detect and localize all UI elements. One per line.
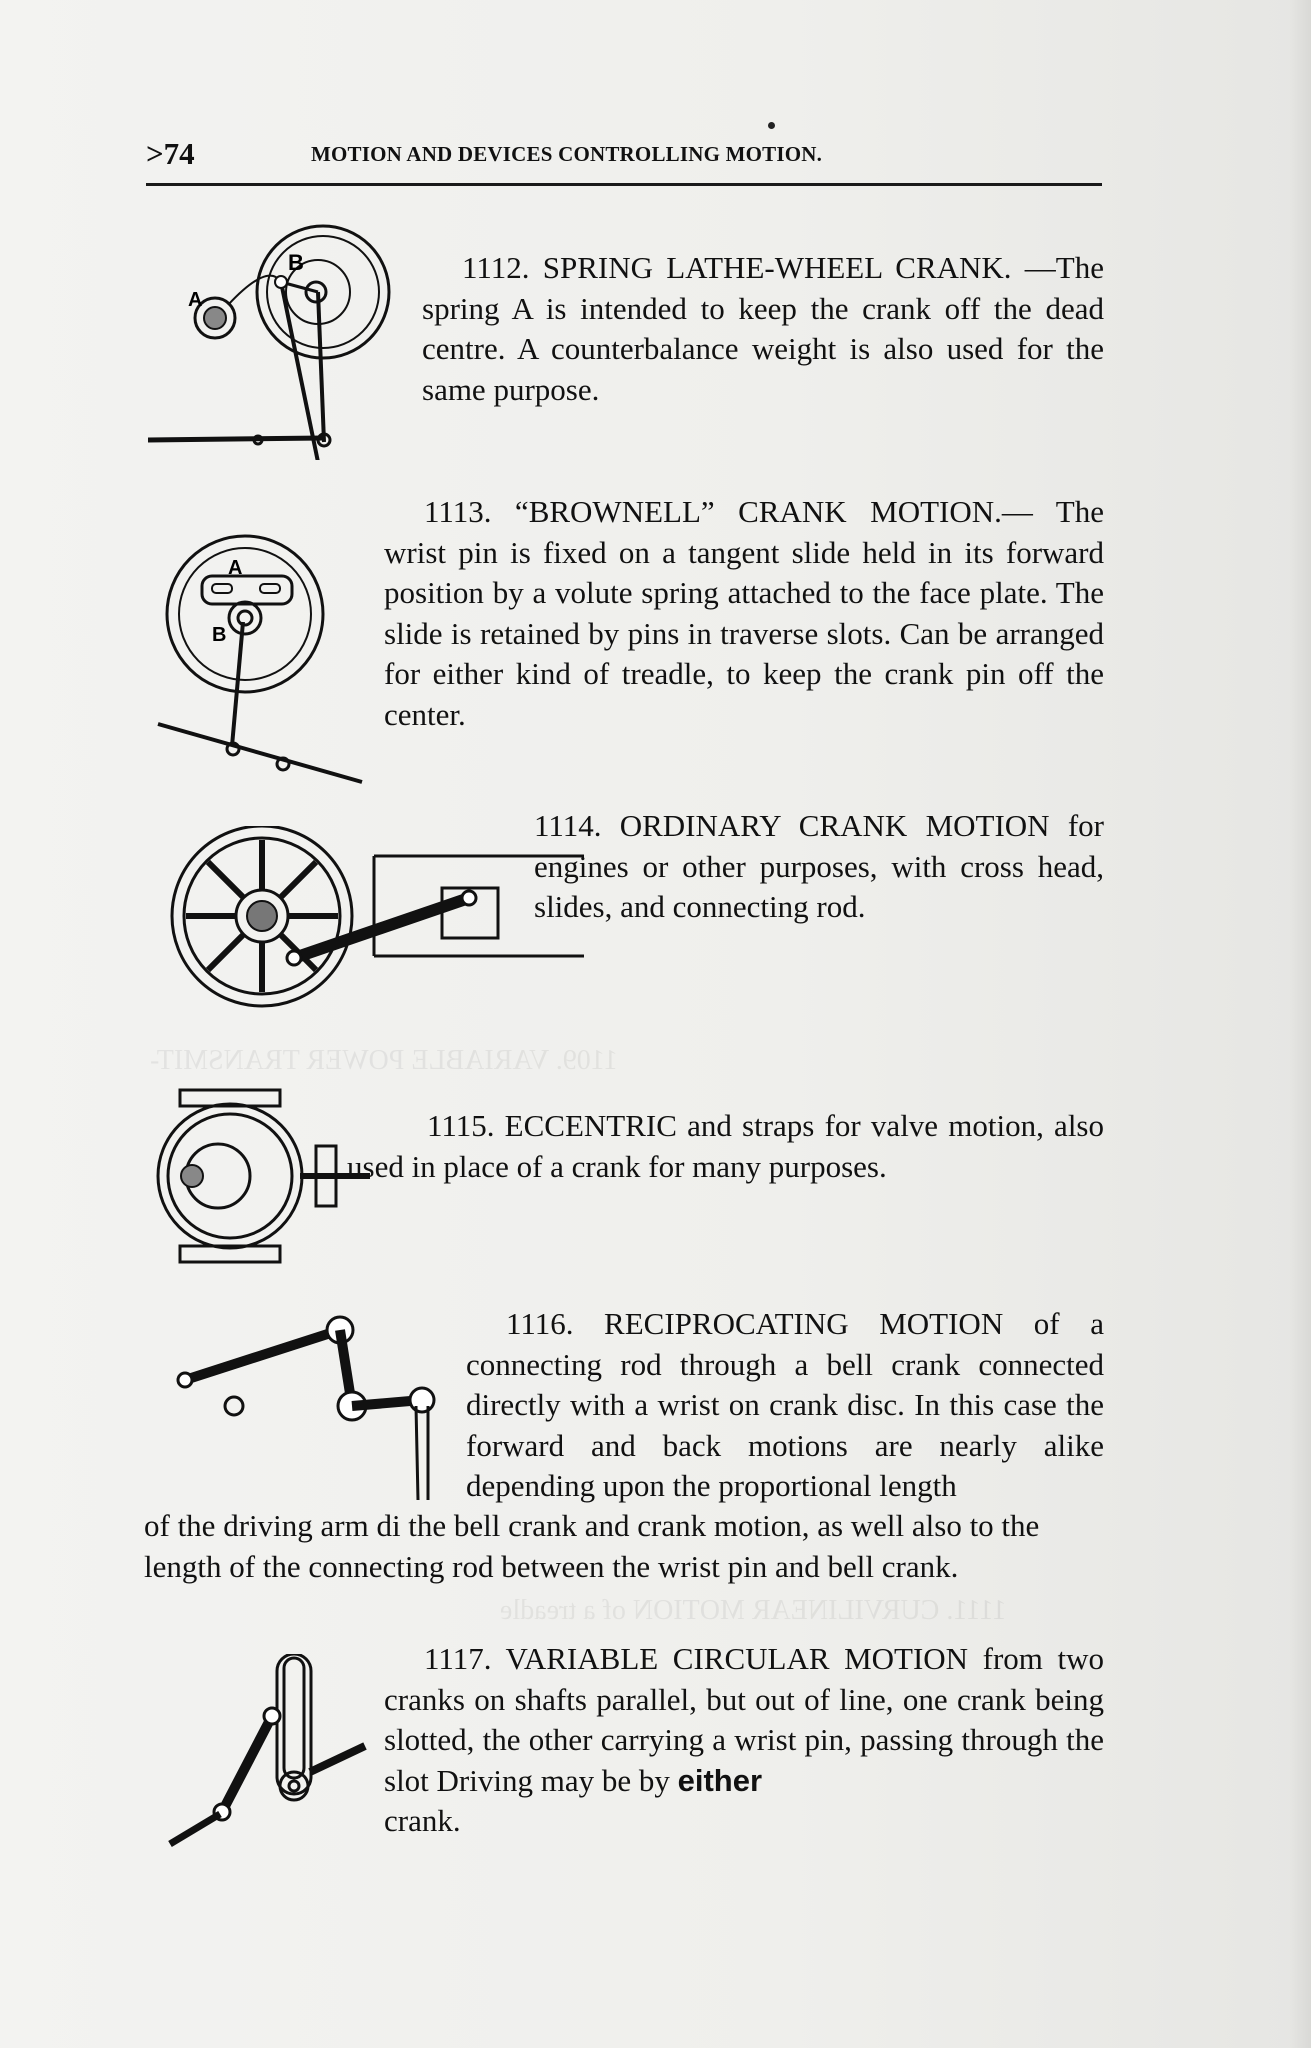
- figure-1117-variable-circular-motion: [160, 1654, 380, 1854]
- figure-1112-spring-lathe-wheel-crank: [148, 222, 398, 460]
- figure-label-a: A: [228, 557, 243, 579]
- ink-dot: [768, 122, 775, 129]
- entry-1115-text: 1115. ECCENTRIC and straps for valve motion, also used in place of a crank for many purposes.: [347, 1108, 1104, 1184]
- entry-1117-text: [384, 1639, 1104, 1842]
- entry-1116-text: 1116. RECIPROCATING MOTION of a connecting rod through a bell crank connected directly with a wrist on crank disc. In this case the forward and back motions are nearly alike depending upon the proportional length: [466, 1306, 1104, 1503]
- running-title: MOTION AND DEVICES CONTROLLING MOTION.: [311, 142, 823, 166]
- entry-1117-end: crank.: [384, 1803, 461, 1838]
- figure-1113-brownell-crank-motion: [150, 524, 370, 794]
- header-rule: [146, 183, 1102, 186]
- bleed-through-text: 1111. CURVILINEAR MOTION of a treadle: [500, 1595, 1007, 1626]
- entry-1112-text: 1112. SPRING LATHE-WHEEL CRANK. —The spring A is intended to keep the crank off the dead centre. A counterbalance weight is also used for the same purpose.: [422, 250, 1104, 407]
- figure-label-a: A: [188, 289, 203, 311]
- figure-1115-eccentric: [150, 1086, 380, 1266]
- bleed-through-text: 1109. VARIABLE POWER TRANSMIT-: [150, 1045, 618, 1076]
- entry-1116-continuation: of the driving arm di the bell crank and crank motion, as well also to the length of the connecting rod between the wrist pin and bell crank.: [144, 1508, 1040, 1584]
- figure-1116-bell-crank: [170, 1310, 440, 1510]
- entry-1114-text: 1114. ORDINARY CRANK MOTION for engines or other purposes, with cross head, slides, and connecting rod.: [534, 808, 1104, 924]
- entry-1117-body: 1117. VARIABLE CIRCULAR MOTION from two cranks on shafts parallel, but out of line, one crank being slotted, the other carrying a wrist pin, passing through the slot Driving may be by: [384, 1641, 1104, 1798]
- entry-1117-emphasis: either: [677, 1762, 763, 1798]
- page-header: [146, 132, 1102, 182]
- figure-label-b: B: [212, 624, 227, 646]
- page-number: >74: [146, 136, 195, 171]
- entry-1113-text: 1113. “BROWNELL” CRANK MOTION.— The wrist pin is fixed on a tangent slide held in its forward position by a volute spring attached to the face plate. The slide is retained by pins in traverse slots. Can be arranged for either kind of treadle, to keep the crank pin off the center.: [384, 494, 1104, 732]
- page-edge-shadow: [1289, 0, 1311, 2048]
- figure-label-b: B: [288, 250, 304, 275]
